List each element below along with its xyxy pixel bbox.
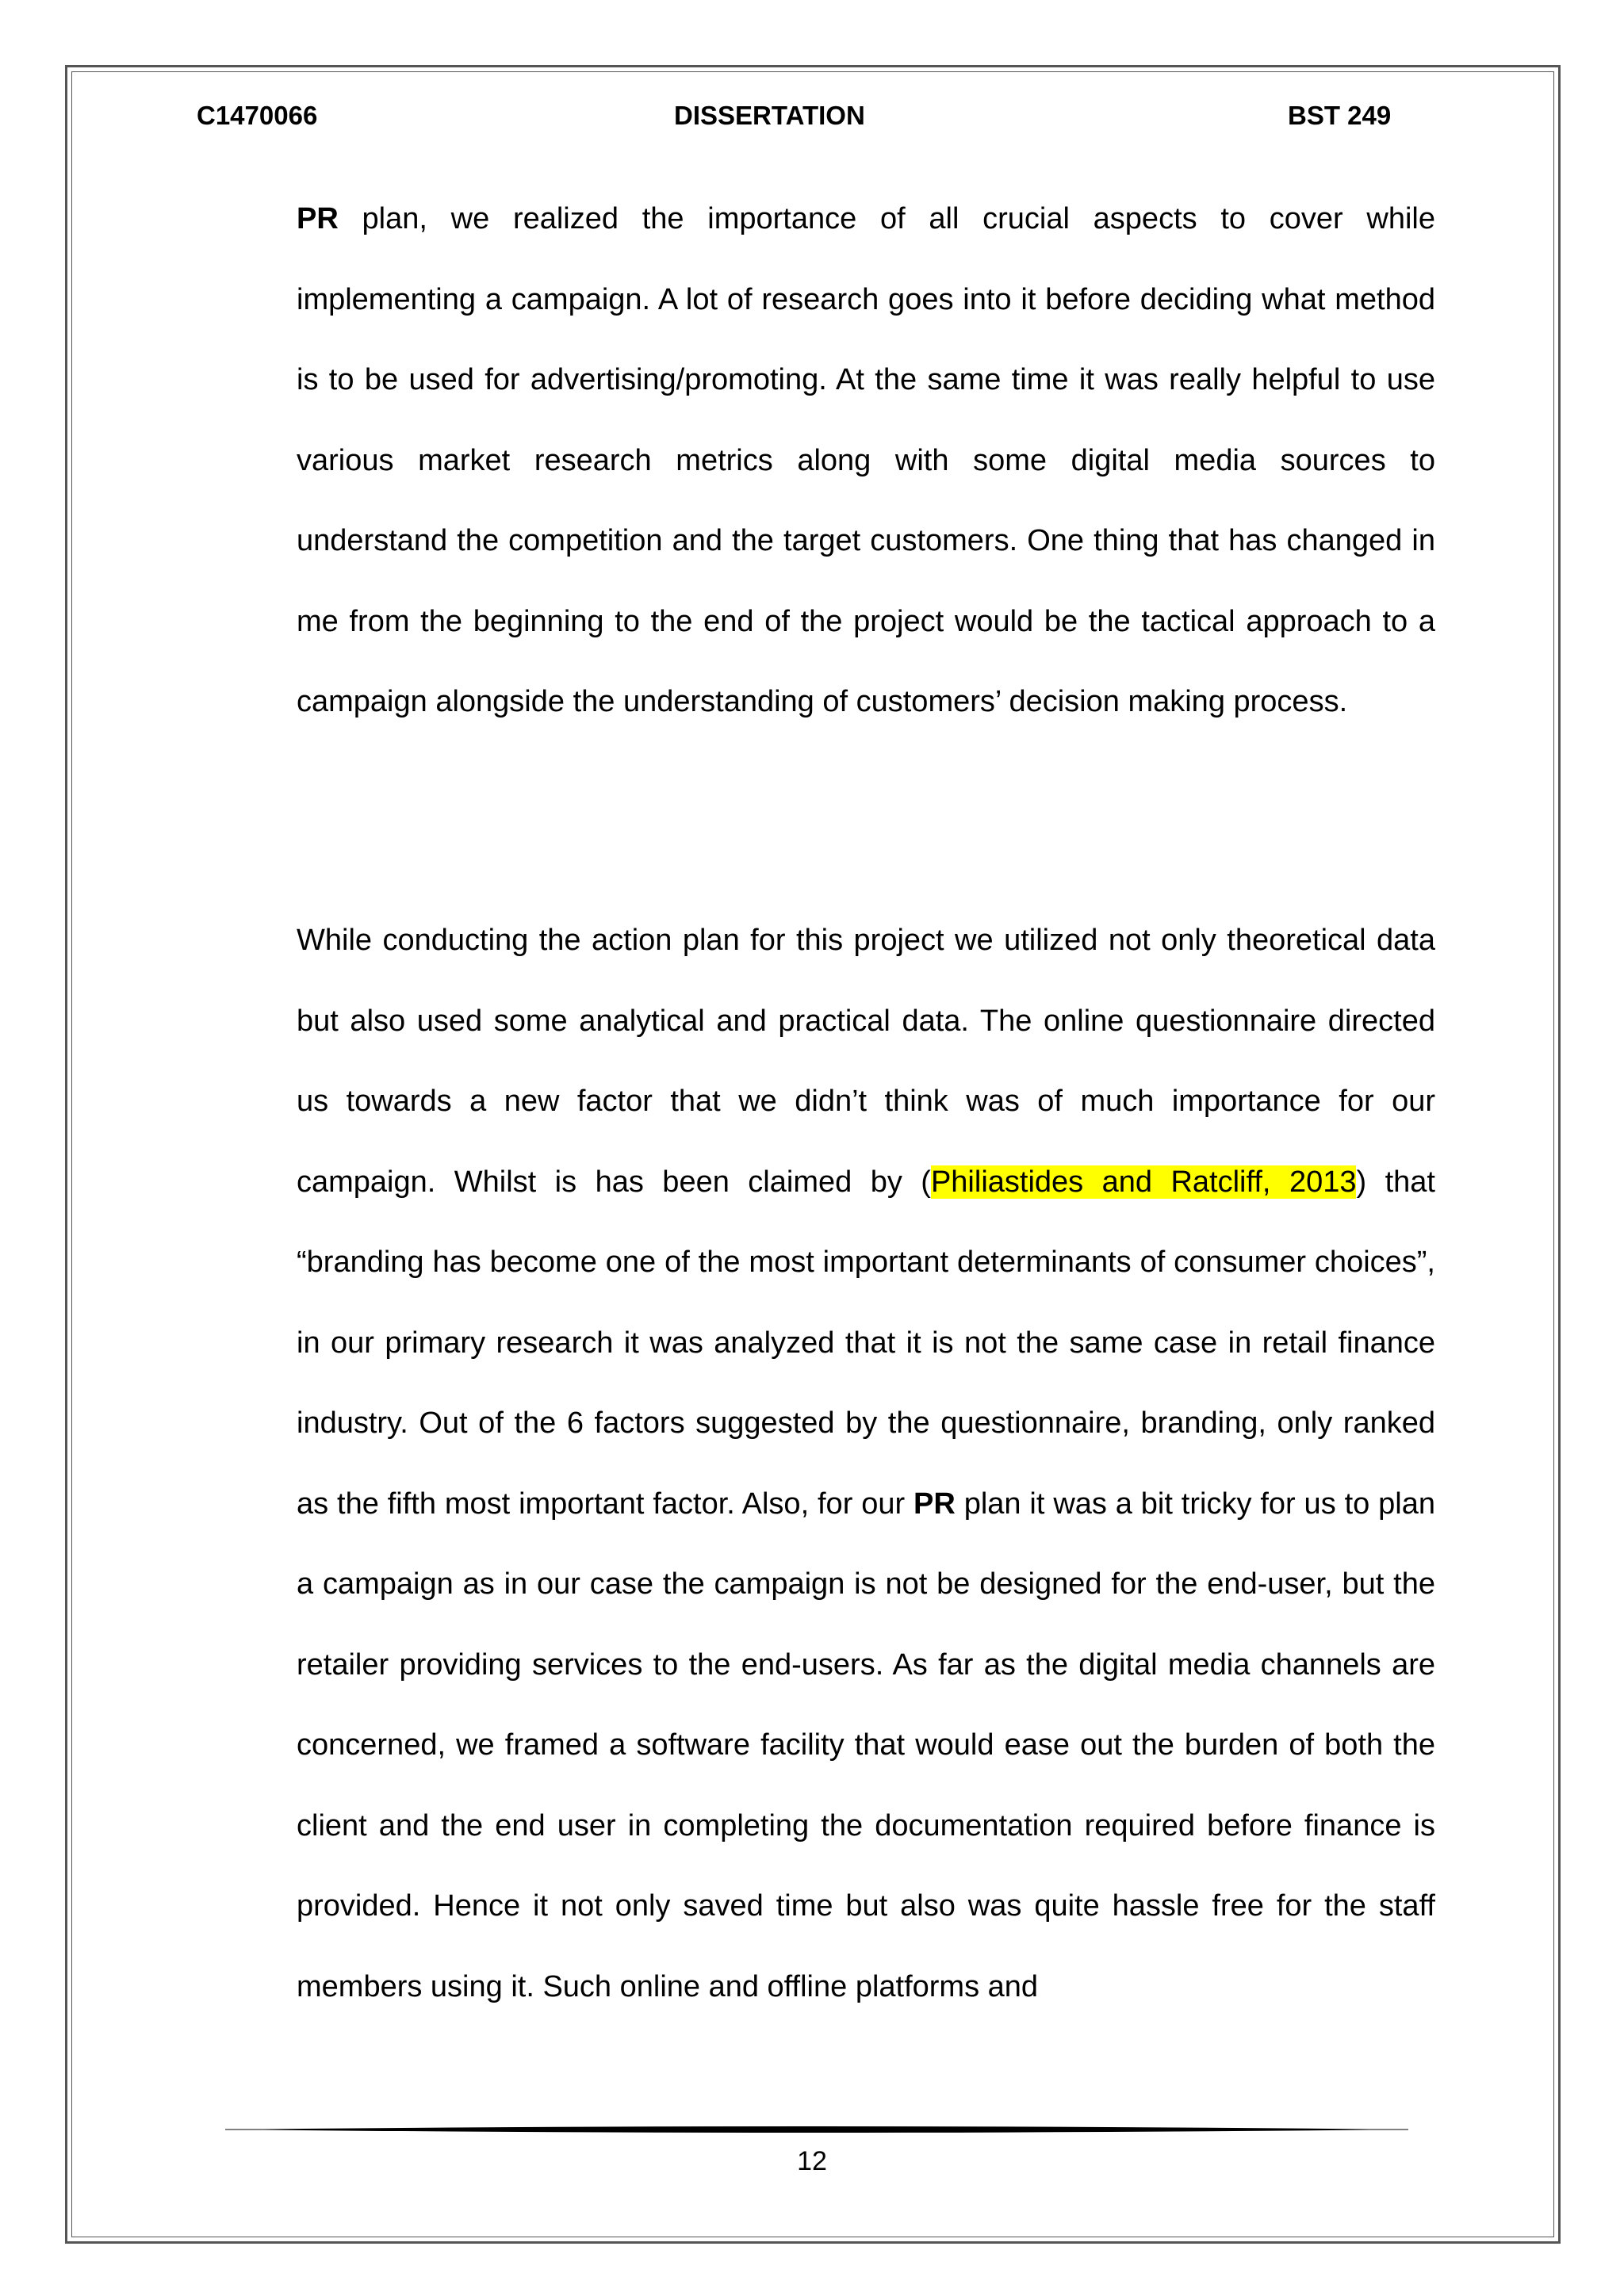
paragraph-2-part-b: ) that “branding has become one of the most important determinants of consumer choices”, in our primary research it was analyzed that it is not the same case in retail finance industry. Out of the 6 factors suggested by the questionnaire, branding, only ranked as the fifth most important factor. Also, for our bbox=[297, 1165, 1435, 1521]
page-number: 12 bbox=[797, 2146, 827, 2176]
paragraph-2-text bbox=[297, 901, 1435, 2027]
paragraph-1-text bbox=[297, 179, 1435, 743]
header-course-code: BST 249 bbox=[1288, 101, 1392, 130]
header-student-id: C1470066 bbox=[197, 101, 318, 130]
paragraph-1-body: plan, we realized the importance of all crucial aspects to cover while implementing a campaign. A lot of research goes into it before deciding what method is to be used for advertising/promoting. At the same time it was really helpful to use various market research metrics along with some digital media sources to understand the competition and the target customers. One thing that has changed in me from the beginning to the end of the project would be the tactical approach to a campaign alongside the understanding of customers’ decision making process. bbox=[297, 202, 1435, 718]
paragraph-2 bbox=[297, 901, 1435, 2027]
pr-bold-term: PR bbox=[297, 202, 339, 235]
paragraph-1 bbox=[297, 179, 1435, 743]
paragraph-2-part-c: plan it was a bit tricky for us to plan a campaign as in our case the campaign is not be designed for the end-user, but the retailer providing services to the end-users. As far as the digital media channels are concerned, we framed a software facility that would ease out the burden of both the client and the end user in completing the documentation required before finance is provided. Hence it not only saved time but also was quite hassle free for the staff members using it. Such online and offline platforms and bbox=[297, 1487, 1435, 2003]
footer-divider bbox=[225, 2125, 1408, 2134]
paragraph-2-part-a: While conducting the action plan for this project we utilized not only theoretical data but also used some analytical and practical data. The online questionnaire directed us towards a new factor that we didn’t think was of much importance for our campaign. Whilst is has been claimed by ( bbox=[297, 924, 1435, 1199]
pr-bold-term: PR bbox=[914, 1487, 956, 1521]
header-title: DISSERTATION bbox=[674, 101, 865, 130]
highlighted-citation: Philiastides and Ratcliff, 2013 bbox=[930, 1165, 1357, 1199]
